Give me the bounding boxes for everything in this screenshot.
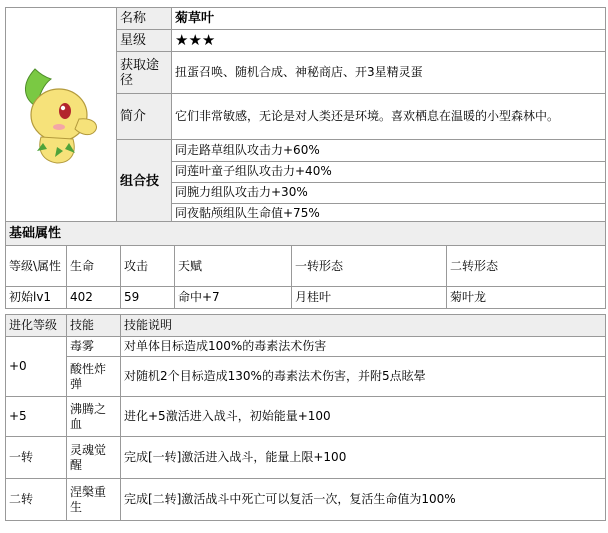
cell-hp: 402 xyxy=(67,287,121,309)
name-label: 名称 xyxy=(117,8,172,30)
intro-value: 它们非常敏感，无论是对人类还是环境。喜欢栖息在温暖的小型森林中。 xyxy=(172,94,606,140)
combo-item: 同走路草组队攻击力+60% xyxy=(172,140,605,161)
chikorita-portrait xyxy=(13,59,109,169)
cell-talent: 命中+7 xyxy=(175,287,292,309)
pokemon-info-table xyxy=(5,7,606,224)
skills-table xyxy=(5,314,606,521)
skills-header-desc: 技能说明 xyxy=(121,315,606,337)
star-rating: ★★★ xyxy=(172,30,606,52)
cell-evolution-1: 月桂叶 xyxy=(292,287,447,309)
star-label: 星级 xyxy=(117,30,172,52)
cell-attack: 59 xyxy=(121,287,175,309)
skill-desc: 对随机2个目标造成130%的毒素法术伤害，并附5点眩晕 xyxy=(121,357,606,397)
combo-list xyxy=(172,140,605,223)
obtain-value: 扭蛋召唤、随机合成、神秘商店、开3星精灵蛋 xyxy=(172,52,606,94)
col-header-evolution-2: 二转形态 xyxy=(447,246,606,287)
base-attributes-table xyxy=(5,221,606,309)
portrait-cell xyxy=(6,8,117,224)
col-header-talent: 天赋 xyxy=(175,246,292,287)
intro-label: 简介 xyxy=(117,94,172,140)
col-header-attack: 攻击 xyxy=(121,246,175,287)
cell-level: 初始lv1 xyxy=(6,287,67,309)
skill-name: 涅槃重生 xyxy=(67,479,121,521)
col-header-level: 等级\属性 xyxy=(6,246,67,287)
skill-name: 毒雾 xyxy=(67,337,121,357)
combo-label: 组合技 xyxy=(117,140,172,224)
skills-header-skill: 技能 xyxy=(67,315,121,337)
skill-name: 沸腾之血 xyxy=(67,397,121,437)
skill-name: 酸性炸弹 xyxy=(67,357,121,397)
col-header-evolution-1: 一转形态 xyxy=(292,246,447,287)
skill-desc: 进化+5激活进入战斗，初始能量+100 xyxy=(121,397,606,437)
obtain-label: 获取途径 xyxy=(117,52,172,94)
skill-level: 二转 xyxy=(6,479,67,521)
combo-list-cell xyxy=(172,140,606,224)
skill-desc: 完成[二转]激活战斗中死亡可以复活一次，复活生命值为100% xyxy=(121,479,606,521)
combo-item: 同夜骷颅组队生命值+75% xyxy=(175,205,320,220)
combo-item: 同莲叶童子组队攻击力+40% xyxy=(172,161,605,182)
combo-item: 同腕力组队攻击力+30% xyxy=(172,182,605,203)
skill-desc: 对单体目标造成100%的毒素法术伤害 xyxy=(121,337,606,357)
skills-header-level: 进化等级 xyxy=(6,315,67,337)
skill-level: 一转 xyxy=(6,437,67,479)
skill-name: 灵魂觉醒 xyxy=(67,437,121,479)
name-value: 菊草叶 xyxy=(172,8,606,30)
skill-level: +0 xyxy=(6,337,67,397)
col-header-hp: 生命 xyxy=(67,246,121,287)
skill-level: +5 xyxy=(6,397,67,437)
skill-desc: 完成[一转]激活进入战斗，能量上限+100 xyxy=(121,437,606,479)
cell-evolution-2: 菊叶龙 xyxy=(447,287,606,309)
base-title: 基础属性 xyxy=(6,222,606,246)
